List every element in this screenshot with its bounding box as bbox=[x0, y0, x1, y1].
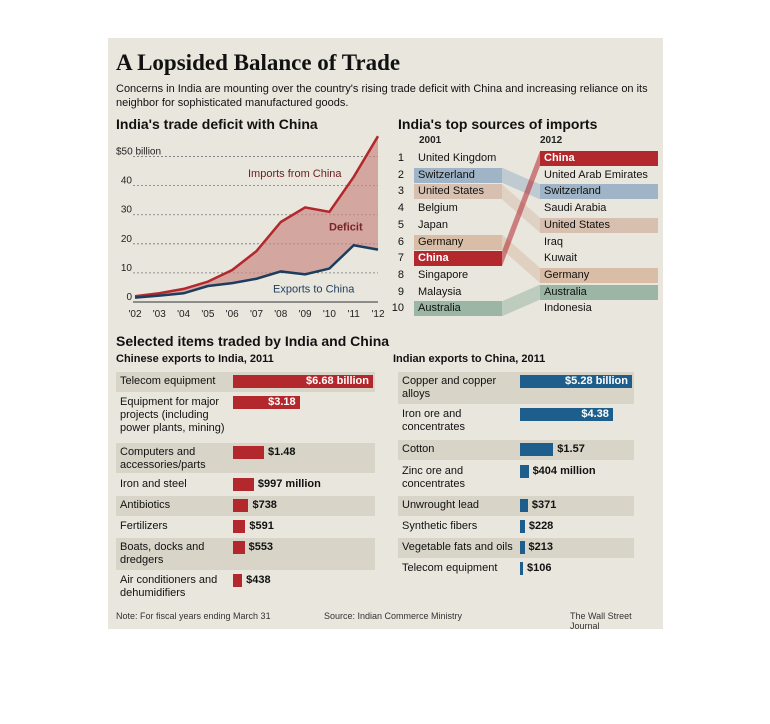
rank-number: 7 bbox=[397, 252, 404, 265]
x-tick-label: '09 bbox=[298, 309, 312, 320]
category-label: Copper and copper alloys bbox=[402, 375, 497, 400]
x-tick-label: '06 bbox=[225, 309, 239, 320]
country-2001: Japan bbox=[418, 218, 448, 231]
category-label: Telecom equipment bbox=[402, 562, 498, 574]
deficit-label: Deficit bbox=[329, 221, 363, 234]
country-2001: Germany bbox=[414, 235, 502, 250]
y-tick-label: 30 bbox=[120, 204, 132, 216]
x-tick-label: '10 bbox=[322, 309, 336, 320]
value-label: $997 million bbox=[257, 478, 321, 490]
section-title: Selected items traded by India and China bbox=[116, 333, 390, 349]
china-exports-chart bbox=[108, 368, 383, 608]
country-2001: Belgium bbox=[418, 202, 458, 215]
rank-number: 10 bbox=[391, 302, 404, 315]
country-2001: Australia bbox=[414, 301, 502, 316]
x-tick-label: '04 bbox=[177, 309, 191, 320]
x-tick-label: '07 bbox=[249, 309, 264, 320]
category-label: Unwrought lead bbox=[402, 499, 480, 511]
country-2001: United States bbox=[414, 184, 502, 199]
value-bar bbox=[233, 520, 245, 533]
value-label: $1.48 bbox=[268, 446, 296, 458]
value-bar bbox=[520, 562, 523, 575]
country-2012: United States bbox=[540, 218, 658, 233]
x-tick-label: '12 bbox=[371, 309, 385, 320]
value-label: $371 bbox=[531, 499, 557, 511]
country-2001: Malaysia bbox=[418, 285, 462, 298]
imports-table-title: India's top sources of imports bbox=[398, 116, 598, 132]
china-exports-title: Chinese exports to India, 2011 bbox=[116, 353, 274, 365]
country-2012: China bbox=[540, 151, 658, 166]
y-tick-label: 0 bbox=[126, 292, 132, 303]
category-label: Vegetable fats and oils bbox=[402, 541, 513, 553]
category-label: Fertilizers bbox=[120, 520, 168, 532]
country-2012: United Arab Emirates bbox=[544, 168, 648, 181]
value-label: $5.28 billion bbox=[565, 375, 628, 387]
page-subtitle: Concerns in India are mounting over the country's rising trade deficit with China and increasing reliance on its neighbor for sophisticated manufactured goods. bbox=[116, 83, 648, 109]
rank-number: 6 bbox=[397, 235, 404, 248]
category-label: Telecom equipment bbox=[120, 375, 216, 387]
value-label: $438 bbox=[246, 574, 271, 586]
value-label: $553 bbox=[248, 541, 274, 553]
country-2001: China bbox=[414, 251, 502, 266]
value-bar bbox=[233, 446, 264, 459]
line-chart-title: India's trade deficit with China bbox=[116, 116, 318, 132]
india-exports-chart bbox=[390, 368, 660, 608]
rank-number: 3 bbox=[397, 185, 404, 198]
country-2001: Singapore bbox=[418, 268, 469, 281]
value-bar bbox=[520, 520, 525, 533]
infographic-panel bbox=[108, 38, 663, 629]
footer-note: Note: For fiscal years ending March 31 bbox=[116, 611, 271, 621]
value-bar bbox=[520, 499, 528, 512]
footer-source: Source: Indian Commerce Ministry bbox=[324, 611, 463, 621]
x-tick-label: '02 bbox=[128, 309, 142, 320]
country-2012: Germany bbox=[540, 268, 658, 283]
category-label: Cotton bbox=[402, 443, 435, 455]
value-bar bbox=[233, 574, 242, 587]
country-2012: Australia bbox=[540, 285, 658, 300]
country-2012: Kuwait bbox=[544, 252, 578, 265]
y-tick-label: 20 bbox=[120, 233, 132, 245]
value-bar bbox=[233, 478, 254, 491]
footer-credit: The Wall Street Journal bbox=[570, 611, 632, 629]
rank-number: 9 bbox=[397, 285, 404, 298]
value-label: $106 bbox=[527, 562, 552, 574]
country-2012: Iraq bbox=[544, 235, 563, 248]
category-label: Iron and steel bbox=[120, 478, 187, 490]
x-tick-label: '03 bbox=[152, 309, 166, 320]
country-2012: Switzerland bbox=[540, 184, 658, 199]
category-label: Iron ore and concentrates bbox=[402, 408, 465, 433]
value-label: $404 million bbox=[532, 465, 596, 477]
x-tick-label: '11 bbox=[347, 309, 360, 320]
column-header-2001: 2001 bbox=[419, 135, 442, 146]
rank-number: 5 bbox=[397, 218, 404, 231]
deficit-area bbox=[135, 136, 378, 297]
y-tick-label: $50 billion bbox=[116, 146, 162, 158]
country-2012: Saudi Arabia bbox=[544, 202, 607, 215]
india-exports-title: Indian exports to China, 2011 bbox=[393, 353, 546, 365]
value-label: $4.38 bbox=[581, 408, 609, 420]
category-label: Computers and accessories/parts bbox=[120, 446, 206, 471]
y-tick-label: 10 bbox=[120, 262, 132, 274]
rank-connector bbox=[502, 151, 540, 266]
value-bar bbox=[520, 541, 525, 554]
value-label: $6.68 billion bbox=[306, 375, 369, 387]
category-label: Synthetic fibers bbox=[402, 520, 478, 532]
value-label: $3.18 bbox=[268, 396, 296, 408]
country-2012: Indonesia bbox=[544, 302, 592, 315]
value-bar bbox=[233, 541, 245, 554]
line-chart bbox=[108, 130, 393, 320]
column-header-2012: 2012 bbox=[540, 135, 563, 146]
value-label: $213 bbox=[528, 541, 553, 553]
imports-table bbox=[390, 134, 660, 324]
value-label: $228 bbox=[528, 520, 554, 532]
value-bar bbox=[520, 465, 529, 478]
category-label: Antibiotics bbox=[120, 499, 171, 511]
page-title: A Lopsided Balance of Trade bbox=[116, 50, 401, 75]
rank-number: 2 bbox=[397, 168, 404, 181]
value-label: $1.57 bbox=[557, 443, 585, 455]
x-tick-label: '05 bbox=[201, 309, 215, 320]
rank-number: 8 bbox=[397, 268, 404, 281]
imports-series-label: Imports from China bbox=[248, 167, 342, 180]
category-label: Zinc ore and concentrates bbox=[402, 465, 465, 490]
x-tick-label: '08 bbox=[274, 309, 288, 320]
exports-series-label: Exports to China bbox=[273, 283, 355, 296]
value-bar bbox=[233, 499, 248, 512]
y-tick-label: 40 bbox=[120, 175, 132, 187]
category-label: Boats, docks and dredgers bbox=[120, 541, 205, 566]
value-bar bbox=[520, 443, 553, 456]
rank-number: 1 bbox=[397, 152, 404, 164]
value-label: $738 bbox=[252, 499, 277, 511]
rank-number: 4 bbox=[397, 202, 404, 215]
rank-connector bbox=[502, 285, 540, 317]
value-label: $591 bbox=[249, 520, 274, 532]
category-label: Air conditioners and dehumidifiers bbox=[120, 574, 218, 599]
country-2001: United Kingdom bbox=[418, 152, 497, 164]
category-label: Equipment for major projects (including power plants, mining) bbox=[120, 396, 225, 434]
country-2001: Switzerland bbox=[414, 168, 502, 183]
